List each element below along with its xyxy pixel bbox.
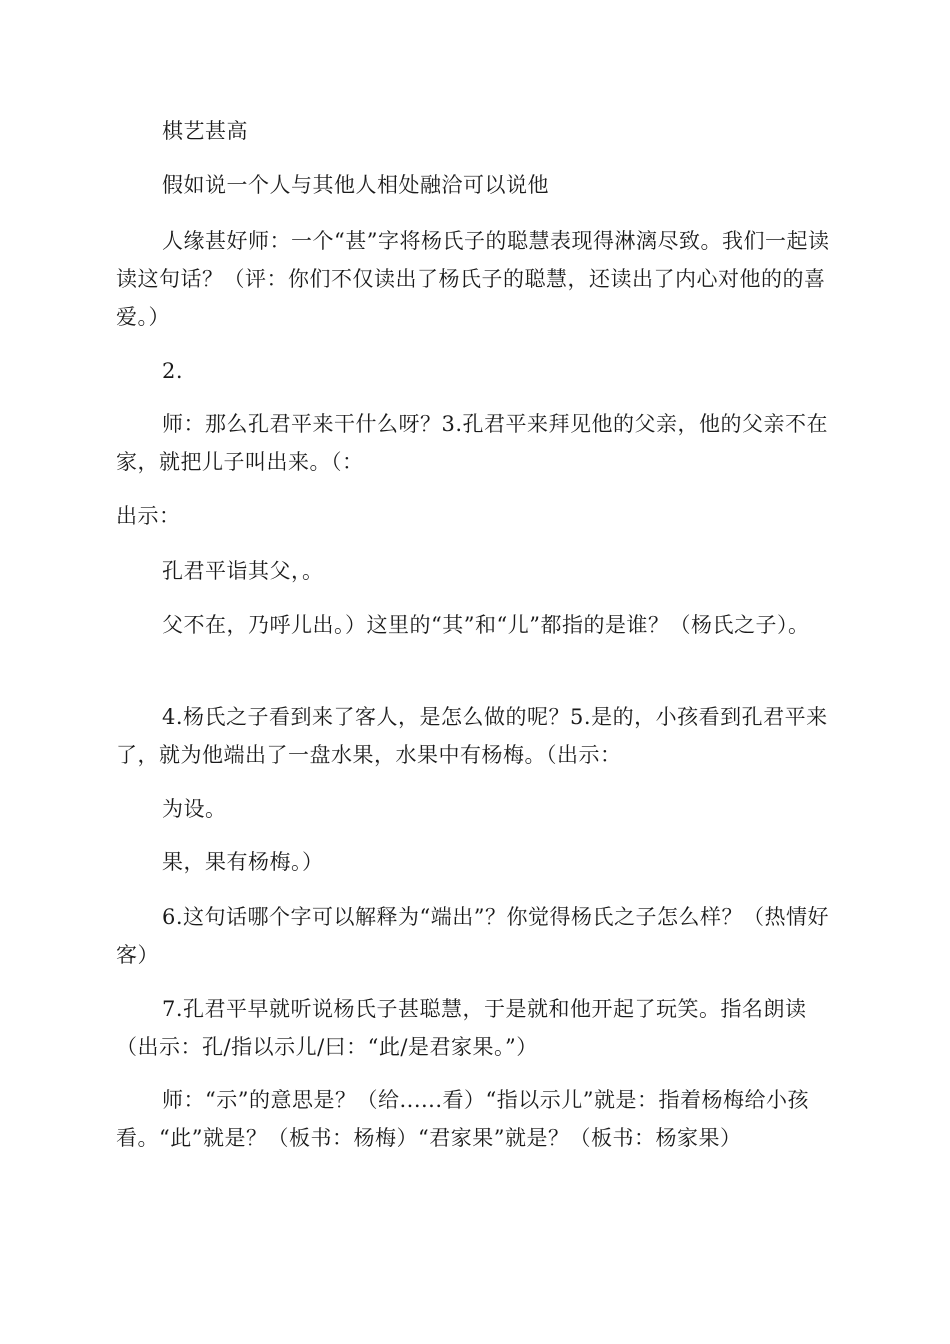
paragraph-11: 果，果有杨梅。）: [162, 850, 324, 874]
paragraph-8: 父不在，乃呼儿出。）这里的“其”和“儿”都指的是谁？（杨氏之子）。: [162, 613, 810, 637]
paragraph-7: 孔君平诣其父，。: [162, 559, 324, 583]
paragraph-14: 师：“示”的意思是？（给......看）“指以示儿”就是：指着杨梅给小孩看。“此”就是？（板书：杨梅）“君家果”就是？（板书：杨家果）: [116, 1088, 809, 1150]
paragraph-13: 7.孔君平早就听说杨氏子甚聪慧，于是就和他开起了玩笑。指名朗读（出示：孔/指以示儿/曰：“此/是君家果。”）: [116, 997, 807, 1059]
paragraph-2: 假如说一个人与其他人相处融洽可以说他: [162, 173, 549, 197]
paragraph-10: 为设。: [162, 797, 227, 821]
paragraph-6: 出示：: [116, 504, 181, 528]
paragraph-3: 人缘甚好师：一个“甚”字将杨氏子的聪慧表现得淋漓尽致。我们一起读读这句话？（评：你们不仅读出了杨氏子的聪慧，还读出了内心对他的的喜爱。）: [116, 229, 830, 329]
paragraph-1: 棋艺甚高: [162, 119, 248, 143]
paragraph-5: 师：那么孔君平来干什么呀？3.孔君平来拜见他的父亲，他的父亲不在家，就把儿子叫出来。（：: [116, 412, 829, 474]
paragraph-9: 4.杨氏之子看到来了客人，是怎么做的呢？5.是的，小孩看到孔君平来了，就为他端出了一盘水果，水果中有杨梅。（出示：: [116, 705, 828, 767]
paragraph-12: 6.这句话哪个字可以解释为“端出”？你觉得杨氏之子怎么样？（热情好客）: [116, 905, 830, 967]
paragraph-4: 2.: [162, 359, 184, 383]
